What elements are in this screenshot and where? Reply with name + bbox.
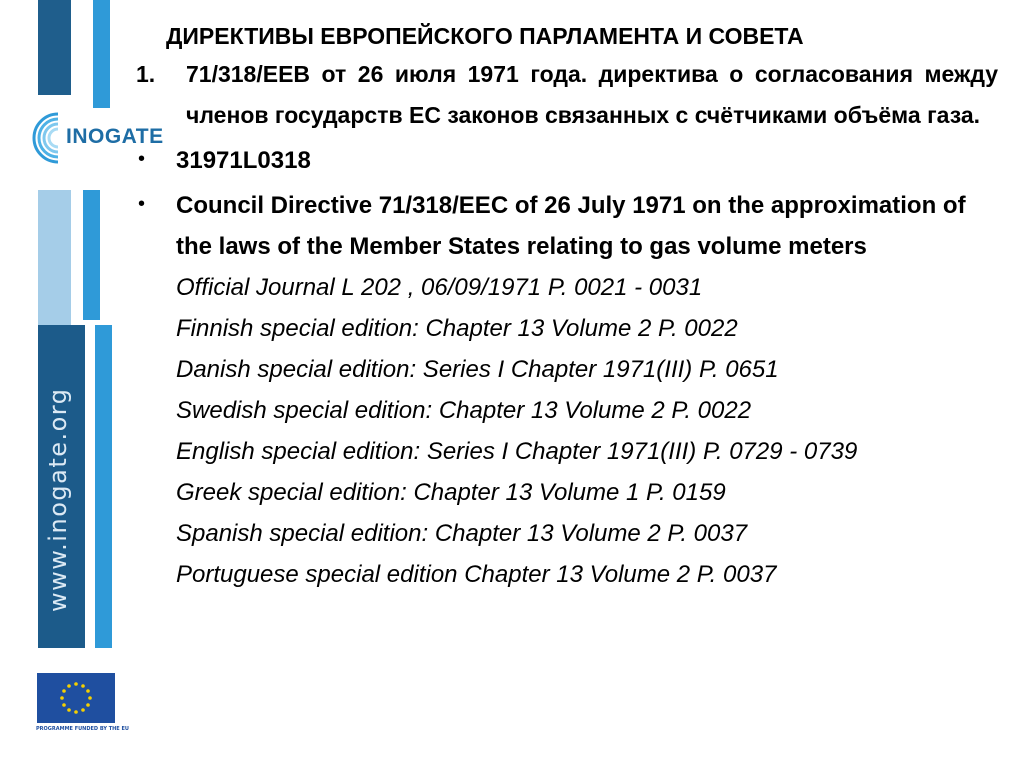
eu-stars-icon	[37, 673, 115, 723]
bullet-icon: •	[138, 193, 146, 215]
slide-content	[136, 18, 1004, 595]
item-text: 71/318/ЕЕВ от 26 июля 1971 года. директива о согласования между членов государств ЕС законов связанных с счётчиками объёма газа.	[186, 61, 998, 128]
numbered-item	[136, 54, 1004, 136]
edition-line: Spanish special edition: Chapter 13 Volume 2 P. 0037	[176, 520, 748, 547]
decor-bar-light	[83, 190, 100, 320]
eu-caption: PROGRAMME FUNDED BY THE EU	[36, 726, 129, 732]
edition-line: Official Journal L 202 , 06/09/1971 P. 0021 - 0031	[176, 274, 703, 301]
edition-line: Danish special edition: Series I Chapter 1971(III) P. 0651	[176, 356, 779, 383]
item-number: 1.	[136, 61, 156, 87]
directive-title: Council Directive 71/318/EEC of 26 July 1971 on the approximation of the laws of the Member States relating to gas volume meters	[176, 192, 966, 260]
logo-text: INOGATE	[66, 125, 164, 148]
decor-bar-light-long	[95, 325, 112, 648]
edition-line: Portuguese special edition Chapter 13 Volume 2 P. 0037	[176, 561, 777, 588]
decor-bar-dark	[38, 0, 71, 95]
edition-line: Finnish special edition: Chapter 13 Volume 2 P. 0022	[176, 315, 738, 342]
decor-bar-light	[93, 0, 110, 108]
bullet-item	[136, 185, 1004, 595]
edition-line: Greek special edition: Chapter 13 Volume 1 P. 0159	[176, 479, 726, 506]
bullet-icon: •	[138, 148, 146, 170]
celex-number: 31971L0318	[176, 147, 311, 174]
slide-title: ДИРЕКТИВЫ ЕВРОПЕЙСКОГО ПАРЛАМЕНТА И СОВЕТА	[166, 23, 804, 49]
bullet-item	[136, 140, 1004, 181]
edition-line: Swedish special edition: Chapter 13 Volume 2 P. 0022	[176, 397, 752, 424]
website-url: www.inogate.org	[44, 387, 72, 612]
eu-flag	[37, 673, 115, 723]
edition-line: English special edition: Series I Chapter 1971(III) P. 0729 - 0739	[176, 438, 858, 465]
